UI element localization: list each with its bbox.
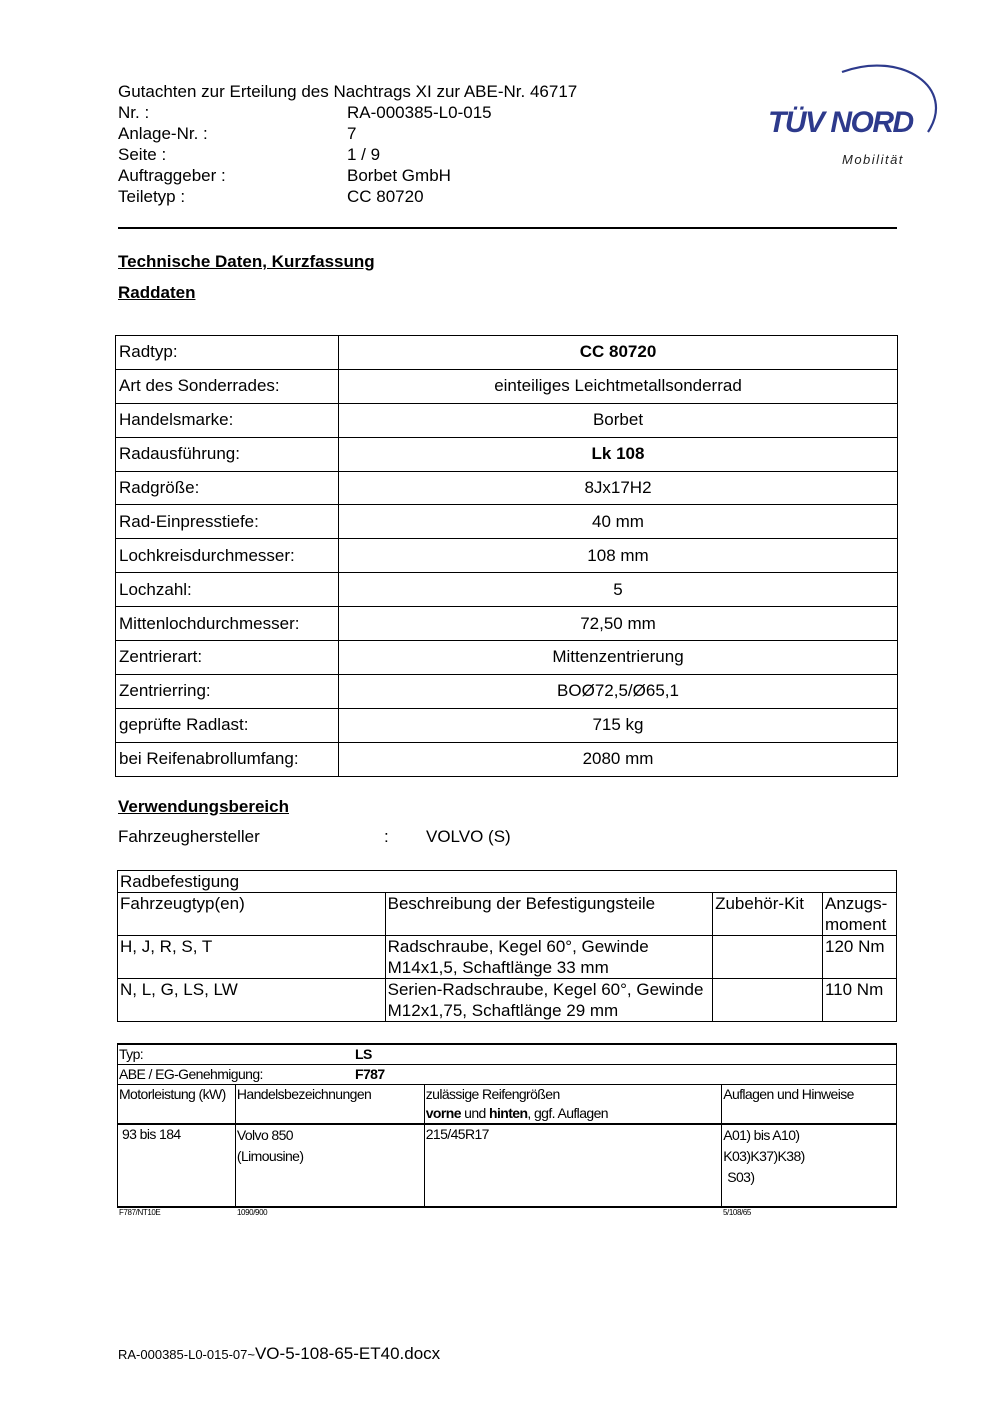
key-cell: Zentrierart: (116, 641, 339, 675)
header-label: Teiletyp : (118, 187, 186, 206)
notes-cell (722, 1124, 897, 1207)
value-cell: 715 kg (339, 708, 898, 742)
trade-name-line: Volvo 850 (236, 1127, 293, 1143)
header-value: 7 (347, 124, 357, 143)
header-label: Anlage-Nr. : (118, 124, 208, 143)
file-name-footer (118, 1344, 440, 1364)
abe-value: F787 (355, 1066, 385, 1082)
header-row-auftraggeber (118, 165, 577, 186)
table-row (118, 1065, 897, 1085)
mounting-title: Radbefestigung (118, 871, 897, 893)
tyres-rest: , ggf. Auflagen (527, 1105, 608, 1121)
table-header-row (118, 1085, 897, 1125)
table-row (116, 674, 898, 708)
type-approval-table (117, 1043, 897, 1208)
kit-cell (713, 936, 823, 979)
abe-label: ABE / EG-Genehmigung: (119, 1066, 263, 1082)
document-header (118, 81, 577, 207)
key-cell: Lochzahl: (116, 573, 339, 607)
header-value: RA-000385-L0-015 (347, 103, 492, 122)
value-cell: Lk 108 (339, 437, 898, 471)
column-header: Fahrzeugtyp(en) (118, 893, 386, 936)
wheel-data-table (115, 335, 898, 777)
code-label: 5/108/65 (723, 1208, 751, 1217)
notes-line: A01) bis A10) (723, 1127, 800, 1143)
kit-cell (713, 979, 823, 1022)
typ-value: LS (355, 1046, 372, 1062)
logo-brand: TÜV NORD (768, 106, 913, 139)
value-cell: 2080 mm (339, 742, 898, 776)
table-row (116, 573, 898, 607)
value-cell: Mittenzentrierung (339, 641, 898, 675)
header-value: 1 / 9 (347, 145, 381, 164)
column-header: Anzugs-moment (822, 893, 896, 936)
value-cell: 40 mm (339, 505, 898, 539)
value-cell: 5 (339, 573, 898, 607)
value-cell: CC 80720 (339, 336, 898, 370)
tyre-size-cell: 215/45R17 (424, 1124, 721, 1207)
table-row (116, 641, 898, 675)
notes-line: K03)K37)K38) (723, 1148, 805, 1164)
key-cell: Art des Sonderrades: (116, 369, 339, 403)
key-cell: bei Reifenabrollumfang: (116, 742, 339, 776)
tyres-and: und (460, 1105, 490, 1121)
typ-label: Typ: (119, 1046, 144, 1062)
tyres-front: vorne (425, 1105, 461, 1121)
key-cell: Lochkreisdurchmesser: (116, 539, 339, 573)
key-cell: Rad-Einpresstiefe: (116, 505, 339, 539)
header-label: Auftraggeber : (118, 166, 226, 185)
header-value: CC 80720 (347, 187, 424, 206)
torque-cell: 110 Nm (822, 979, 896, 1022)
tyres-rear: hinten (489, 1105, 528, 1121)
wheel-mounting-table (117, 870, 897, 1022)
key-cell: Radtyp: (116, 336, 339, 370)
value-cell: einteiliges Leichtmetallsonderrad (339, 369, 898, 403)
table-row (118, 1044, 897, 1065)
column-header: Auflagen und Hinweise (722, 1085, 897, 1125)
value-cell: Borbet (339, 403, 898, 437)
tyres-header-line2 (426, 1104, 720, 1123)
footer-filename: VO-5-108-65-ET40.docx (254, 1344, 441, 1363)
table-row (118, 1124, 897, 1207)
key-cell: Mittenlochdurchmesser: (116, 607, 339, 641)
table-row (116, 539, 898, 573)
value-cell: 8Jx17H2 (339, 471, 898, 505)
key-cell: Radgröße: (116, 471, 339, 505)
tuev-nord-logo (762, 58, 942, 173)
header-label: Seite : (118, 145, 167, 164)
abe-cell (118, 1065, 897, 1085)
column-header: Handelsbezeichnungen (235, 1085, 424, 1125)
notes-line: S03) (727, 1169, 755, 1185)
header-row-nr (118, 102, 577, 123)
key-cell: geprüfte Radlast: (116, 708, 339, 742)
table-row (118, 936, 897, 979)
heading-verwendungsbereich: Verwendungsbereich (118, 797, 289, 816)
report-title: Gutachten zur Erteilung des Nachtrags XI zur ABE-Nr. 46717 (118, 82, 578, 101)
table-row (116, 742, 898, 776)
table-row (116, 437, 898, 471)
manufacturer-label: Fahrzeughersteller (118, 827, 260, 846)
header-label: Nr. : (118, 103, 150, 122)
column-header: Motorleistung (kW) (118, 1085, 236, 1125)
footer-prefix: RA-000385-L0-015-07~ (118, 1347, 255, 1362)
heading-technical-data: Technische Daten, Kurzfassung (118, 252, 375, 271)
logo-subtitle: Mobilität (842, 152, 904, 167)
description-cell: Radschraube, Kegel 60°, Gewinde M14x1,5, Schaftlänge 33 mm (385, 936, 712, 979)
code-label: 1090/900 (237, 1208, 268, 1217)
typ-cell (118, 1044, 897, 1065)
table-header-row (118, 893, 897, 936)
value-cell: 72,50 mm (339, 607, 898, 641)
value-cell: 108 mm (339, 539, 898, 573)
description-cell: Serien-Radschraube, Kegel 60°, Gewinde M12x1,75, Schaftlänge 29 mm (385, 979, 712, 1022)
key-cell: Radausführung: (116, 437, 339, 471)
torque-cell: 120 Nm (822, 936, 896, 979)
key-cell: Handelsmarke: (116, 403, 339, 437)
value-cell: BOØ72,5/Ø65,1 (339, 674, 898, 708)
trade-name-cell (235, 1124, 424, 1207)
vehicle-types-cell: N, L, G, LS, LW (118, 979, 386, 1022)
column-header: Beschreibung der Befestigungsteile (385, 893, 712, 936)
table-row (118, 979, 897, 1022)
motor-cell: 93 bis 184 (118, 1124, 236, 1207)
column-header: Zubehör-Kit (713, 893, 823, 936)
header-row-seite (118, 144, 577, 165)
table-row (116, 369, 898, 403)
column-header-tyres (424, 1085, 721, 1125)
table-row (116, 708, 898, 742)
tyres-header-line1: zulässige Reifengrößen (425, 1086, 560, 1102)
header-row-anlage (118, 123, 577, 144)
heading-raddaten: Raddaten (118, 283, 196, 302)
manufacturer-value: VOLVO (S) (426, 827, 511, 846)
table-row (116, 471, 898, 505)
manufacturer-separator: : (384, 827, 389, 846)
code-label: F787/NT10E (119, 1208, 161, 1217)
table-row (116, 403, 898, 437)
table-row (118, 871, 897, 893)
header-value: Borbet GmbH (347, 166, 451, 185)
key-cell: Zentrierring: (116, 674, 339, 708)
header-row-teiletyp (118, 186, 577, 207)
table-row (116, 607, 898, 641)
trade-name-line: (Limousine) (236, 1148, 304, 1164)
table-row (116, 505, 898, 539)
vehicle-types-cell: H, J, R, S, T (118, 936, 386, 979)
table-row (116, 336, 898, 370)
header-divider (118, 227, 897, 229)
